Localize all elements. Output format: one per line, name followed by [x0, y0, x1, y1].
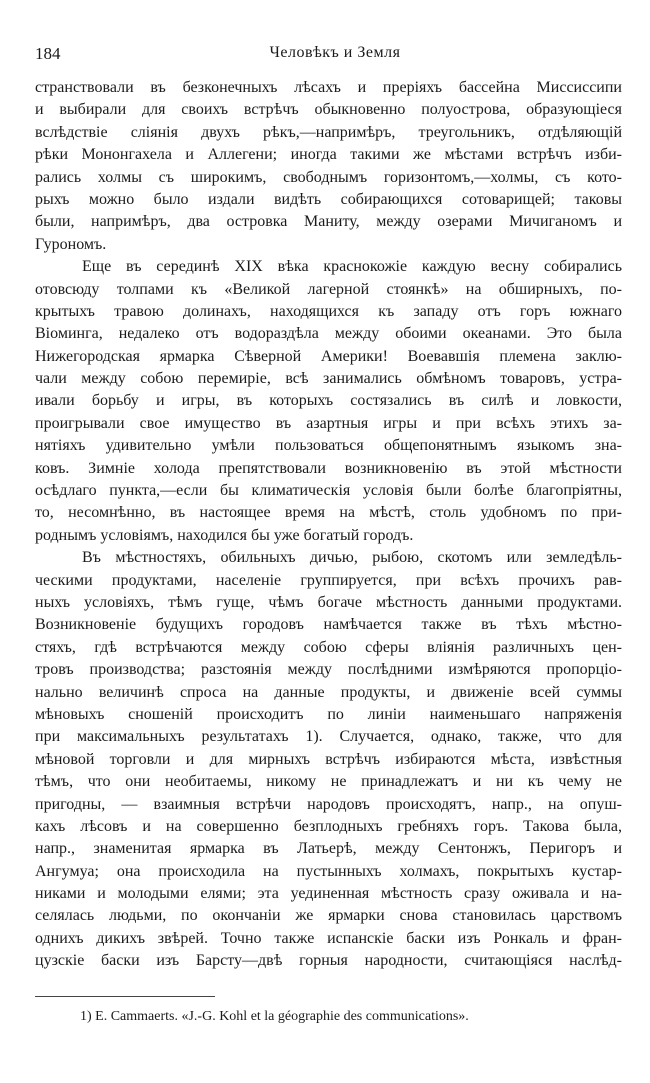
text-line: рѣки Мононгахела и Аллегени; иногда такими же мѣстами встрѣчъ изби- — [35, 146, 622, 164]
text-line: кахъ лѣсовъ и на совершенно безплодныхъ гребняхъ горъ. Такова была, — [35, 817, 622, 835]
text-line: селялась людьми, по окончаніи же ярмарки снова становилась царствомъ — [35, 907, 622, 925]
text-line: при максимальныхъ результатахъ 1). Случается, однако, также, что для — [35, 728, 622, 746]
text-line: Нижегородская ярмарка Сѣверной Америки! Воевавшія племена заклю- — [35, 347, 622, 365]
text-line: рыхъ можно было издали видѣть собирающихся сотоварищей; таковы — [35, 190, 622, 208]
text-line: странствовали въ безконечныхъ лѣсахъ и преріяхъ бассейна Миссиссипи — [35, 79, 622, 96]
text-line: мѣновыхъ сношеній происходитъ по линіи наименьшаго напряженія — [35, 705, 622, 723]
text-line: ныхъ условіяхъ, тѣмъ гуще, чѣмъ богаче мѣстность данными продуктами. — [35, 593, 622, 611]
text-line: роднымъ условіямъ, находился бы уже богатый городъ. — [35, 526, 414, 544]
text-line: крытыхъ травою долинахъ, находящихся къ западу отъ горъ южнаго — [35, 302, 622, 320]
text-line: цузскіе баски изъ Барсту—двѣ горныя народности, считающіяся наслѣд- — [35, 952, 622, 970]
text-line: никами и молодыми елями; эта уединенная мѣстность сразу оживала и на- — [35, 885, 622, 903]
text-line: тѣмъ, что они необитаемы, никому не принадлежатъ и ни къ чему не — [35, 773, 622, 791]
text-line: нально величинѣ спроса на данные продукты, и движеніе всей суммы — [35, 683, 622, 701]
text-line: тровъ производства; разстоянія между послѣдними измѣряются пропорціо- — [35, 661, 622, 679]
body-text — [35, 77, 622, 973]
text-line: отовсюду толпами къ «Великой лагерной стоянкѣ» на обширныхъ, по- — [35, 280, 622, 298]
text-line: ивали борьбу и игры, въ которыхъ состязались въ силѣ и ловкости, — [35, 392, 622, 410]
text-line: Гурономъ. — [35, 235, 107, 253]
text-line: ковъ. Зимніе холода препятствовали возникновенію въ этой мѣстности — [35, 459, 622, 477]
text-line: Въ мѣстностяхъ, обильныхъ дичью, рыбою, скотомъ или земледѣль- — [82, 549, 622, 567]
text-line: однихъ дикихъ звѣрей. Точно также испанскіе баски изъ Ронкаль и фран- — [35, 929, 622, 947]
text-line: и выбирали для своихъ встрѣчъ обыкновенно полуострова, образующіеся — [35, 101, 622, 119]
text-line: осѣдлаго пункта,—если бы климатическія условія были болѣе благопріятны, — [35, 482, 622, 500]
text-line: стяхъ, гдѣ встрѣчаются между собою сферы вліянія различныхъ цен- — [35, 638, 622, 656]
footnote: 1) E. Cammaerts. «J.-G. Kohl et la géographie des communications». — [80, 1009, 469, 1024]
text-line: мѣновой торговли и для мирныхъ встрѣчъ избираются мѣста, извѣстныя — [35, 750, 622, 768]
page-number: 184 — [35, 44, 61, 63]
text-line: были, напримѣръ, два островка Маниту, между озерами Мичиганомъ и — [35, 213, 622, 231]
text-line: вслѣдствіе сліянія двухъ рѣкъ,—напримѣръ, треугольникъ, отдѣляющій — [35, 123, 622, 141]
text-line: проигрывали свое имущество въ азартныя игры и при всѣхъ этихъ за- — [35, 414, 622, 432]
footnote-rule — [35, 996, 215, 997]
text-line: ческими продуктами, населеніе группируется, при всѣхъ прочихъ рав- — [35, 571, 622, 589]
text-line: чали между собою перемиріе, всѣ занимались обмѣномъ товаровъ, устра- — [35, 370, 622, 388]
text-line: пригодны, — взаимныя встрѣчи народовъ происходятъ, напр., на опуш- — [35, 795, 622, 813]
text-line: Віоминга, недалеко отъ водораздѣла между обоими океанами. Это была — [35, 325, 622, 343]
running-title: Человѣкъ и Земля — [269, 44, 401, 61]
text-line: Еще въ серединѣ XIX вѣка краснокожіе каждую весну собирались — [82, 258, 622, 276]
text-line: рались холмы съ широкимъ, свободнымъ горизонтомъ,—холмы, съ кото- — [35, 168, 622, 186]
text-line: Возникновеніе будущихъ городовъ намѣчается также въ тѣхъ мѣстно- — [35, 616, 622, 634]
text-line: Ангумуа; она происходила на пустынныхъ холмахъ, покрытыхъ кустар- — [35, 862, 622, 880]
text-line: то, несомнѣнно, въ настоящее время на мѣстѣ, столь удобномъ по при- — [35, 504, 622, 522]
text-line: нятіяхъ удивительно умѣли пользоваться общепонятнымъ языкомъ зна- — [35, 437, 622, 455]
text-line: напр., знаменитая ярмарка въ Латьерѣ, между Сентонжъ, Перигоръ и — [35, 840, 622, 858]
